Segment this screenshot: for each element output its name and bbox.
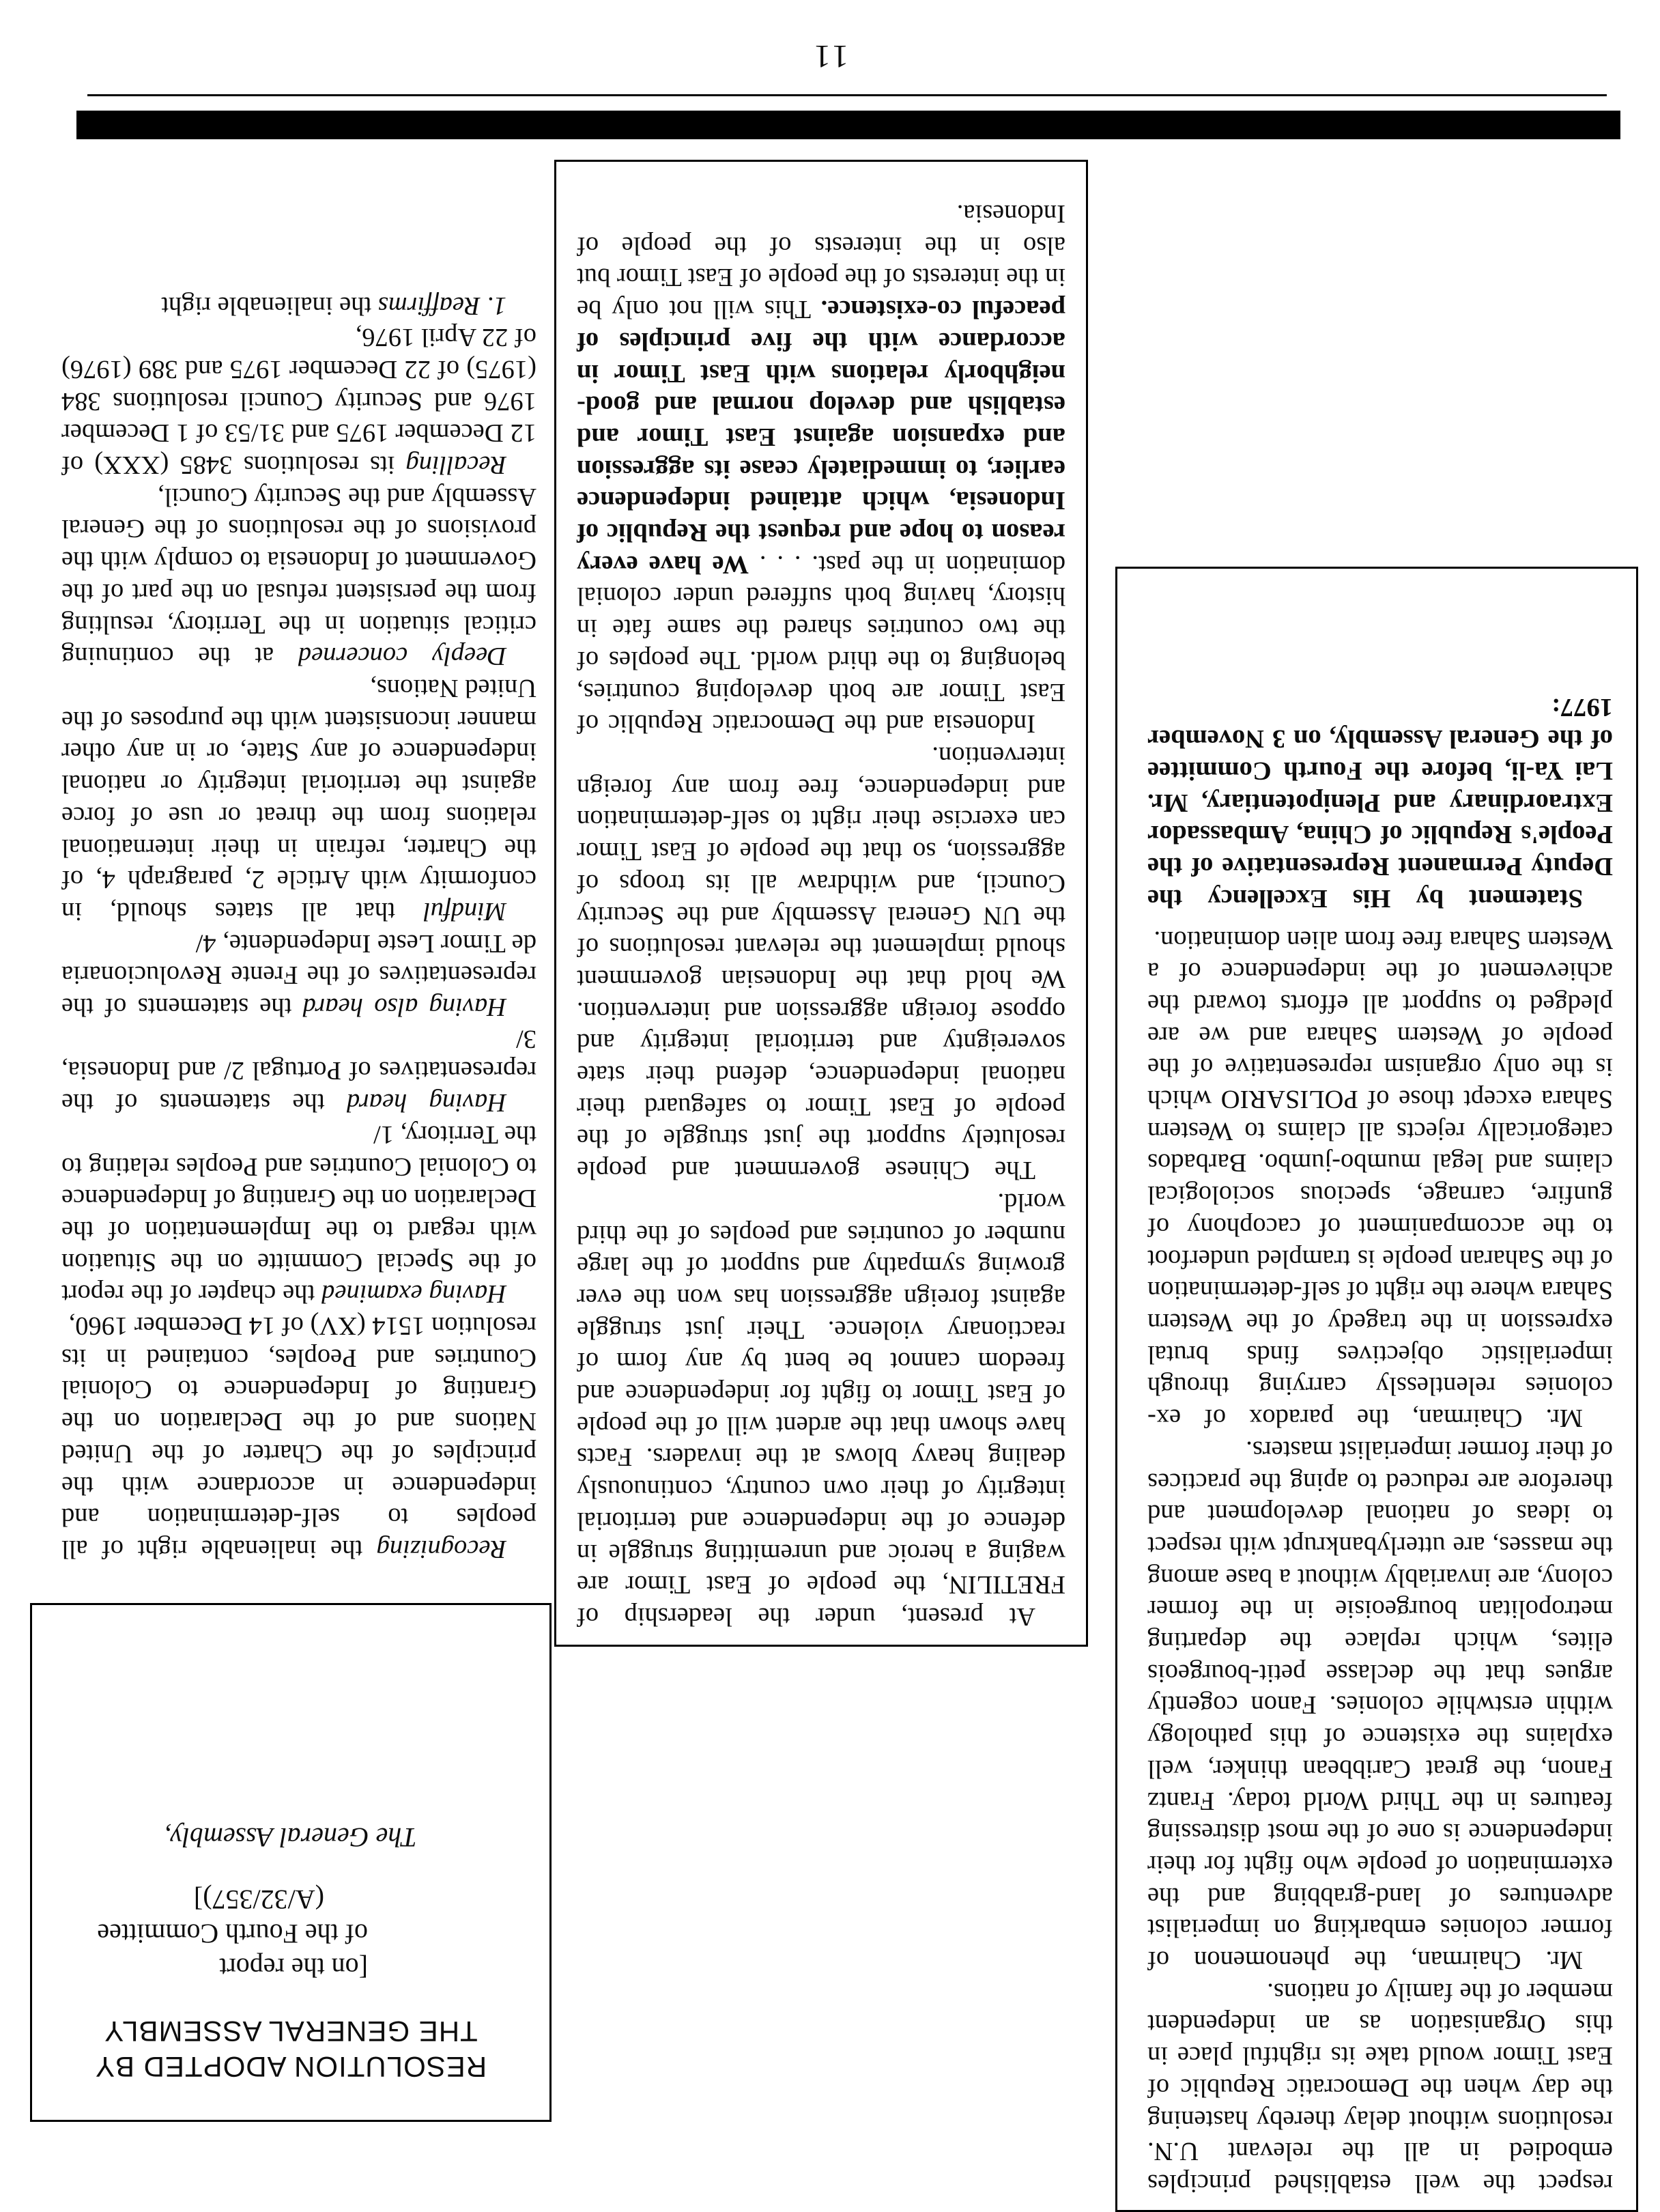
resolution-paragraph: [61, 1118, 536, 1309]
paragraph-text: This will not only be in the interests of the people of East Timor but also in the interests of the people of Indonesia.: [577, 199, 1065, 324]
resolution-paragraph: [61, 927, 536, 1023]
china-statement-heading: Statement by His Excellency the Deputy Permanent Representative of the People's Republic of China, Ambassador Extraordinary and Plenipotentiary, Mr. Lai Ya-li, before the Fourth Committee of the General Assembly, on 3 November 1977:: [1147, 692, 1613, 913]
resolution-preamble: [61, 289, 536, 1565]
report-line: of the Fourth Committee: [97, 1918, 368, 1949]
header-black-bar: [76, 111, 1620, 139]
lead-phrase: Recalling: [405, 451, 506, 480]
resolution-paragraph: [61, 481, 536, 672]
paragraph-text: the inalienable right: [161, 291, 378, 320]
lead-phrase: Having heard: [346, 1088, 506, 1118]
report-line: [on the report: [219, 1953, 368, 1983]
lead-phrase: Having also heard: [302, 993, 506, 1022]
lead-phrase: Deeply concerned: [298, 642, 506, 671]
resolution-paragraph: [61, 1309, 536, 1565]
resolution-paragraph: [61, 1023, 536, 1118]
lead-phrase: 1. Reaffirms: [377, 291, 506, 320]
resolution-heading: [59, 2013, 522, 2084]
general-assembly-label: The General Assembly,: [164, 1822, 417, 1853]
paragraph: Mr. Chairman, the phenomenon of former colonies embarking on imperialist adventures of land-grabbing and the extermination of people who fight for their independence is one of the most distressing features in the Third World today. Frantz Fanon, the great Caribbean thinker, well explains the existence of this pathology within erstwhile colonies. Fanon cogently argues that the declasse petit-bourgeois elites, which replace the departing metropolitan bourgeoisie in the former colony, are invariably without a base among the masses, are utterlybankrupt with respect to ideas of national development and therefore are reduced to aping the practices of their former imperialist masters.: [1147, 1435, 1613, 1975]
heading-line: RESOLUTION ADOPTED BY: [94, 2051, 487, 2083]
emphasized-text: We have every reason to hope and request the Republic of Indonesia, which attained independence earlier, to immediately cease its aggression and expansion against East Timor and establish and develop normal and good-neighborly relations with East Timor in accordance with the five principles of peaceful co-existence.: [577, 295, 1065, 579]
lead-phrase: Having examined: [321, 1279, 506, 1309]
page-number: 11: [811, 38, 849, 74]
paragraph-text: the chapter of the report of the Special Committe on the Situation with regard to the Implementation of the Declaration on the Granting of Independence to Colonial Countries and Peoples relating to the Territory, 1/: [61, 1120, 536, 1309]
paragraph: Mr. Chairman, the paradox of ex-colonies relentlessly carrying through imperialistic objectives finds brutal expression in the tragedy of the Western Sahara where the right of self-determination of the Saharan people is trampled underfoot to the accompaniment of cacophony of gunfire, carnage, specious sociological claims and legal mumbo-jumbo. Barbados categorically rejects all claims to Western Sahara except those of POLISARIO which is the only organism representative of the people of Western Sahara and we are pledged to support all efforts toward the achievement of the independence of a Western Sahara free from alien domination.: [1147, 925, 1613, 1433]
paragraph-text: at the continuing critical situation in the Territory, resulting from the persistent refusal on the part of the Government of Indonesia to comply with the provisions of the resolutions of the General Assembly and the Security Council,: [61, 482, 536, 671]
paragraph-text: Indonesia and the Democratic Republic of East Timor are both developing countries, belonging to the third world. The peoples of the two countries shared the same fate in history, having both suffered under colonial domination in the past. . . .: [577, 550, 1065, 739]
paragraph: The Chinese government and people resolutely support the just struggle of the people of East Timor to safeguard their national independence, defend their state sovereignty and territorial integrity and oppose foreign aggression and intervention. We hold that the Indonesian government should implement the relevant resolutions of the UN General Assembly and the Security Council, and withdraw all its troops of aggression, so that the people of East Timor can exercise their right to self-determination and independence, free from any foreign intervention.: [577, 741, 1065, 1185]
paragraph: respect the well established principles embodied in all the relevant U.N. resolutions without delay thereby hastening the day when the Democratic Republic of East Timor would take its rightful place in this Organisation as an independent member of the family of nations.: [1147, 1977, 1613, 2198]
resolution-paragraph: [61, 672, 536, 927]
paragraph-text: the statements of the representatives of the Frente Revolucionaria de Timor Leste Independente, 4/: [61, 928, 536, 1022]
paragraph: At present, under the leadership of FRETILIN, the people of East Timor are waging a heroic and unremitting struggle in defence of the independence and territorial integrity of their own country, continuously dealing heavy blows at the invaders. Facts have shown that the ardent will of the people of East Timor to fight for independence and freedom cannot be bent by any form of reactionary violence. Their just struggle against foreign aggression has won the ever growing sympathy and support of the large number of countries and peoples of the third world.: [577, 1187, 1065, 1631]
resolution-paragraph: [61, 289, 536, 322]
paragraph-text: the statements of the representatives of Portugal 2/ and Indonesia, 3/: [61, 1024, 536, 1118]
lead-phrase: Recognizing: [376, 1535, 506, 1563]
heading-line: THE GENERAL ASSEMBLY: [104, 2015, 478, 2047]
resolution-paragraph: [61, 322, 536, 481]
paragraph-text: the inalienable right of all peoples to self-determination and independence in accordance with the principles of the Charter of the United Nations and of the Declaration on the Granting of Independence to Colonial Countries and Peoples, contained in its resolution 1514 (XV) of 14 December 1960,: [61, 1311, 536, 1563]
resolution-title-box: [30, 1603, 552, 2122]
paragraph-text: that all states should, in conformity with Article 2, paragraph 4, of the Charter, refrain in their international relations from the threat or use of force against the territorial integrity or national independence of any State, or in any other manner inconsistent with the purposes of the United Nations,: [61, 674, 536, 926]
document-symbol: (A/32/357)]: [193, 1884, 324, 1915]
paragraph-text: its resolutions 3485 (XXX) of 12 December 1975 and 31/53 of 1 December 1976 and Security Council resolutions 384 (1975) of 22 December 1975 and 389 (1976) of 22 April 1976,: [61, 323, 536, 480]
report-reference: [59, 1882, 368, 1985]
column-china-statement: [554, 160, 1088, 1647]
paragraph: [577, 197, 1065, 739]
column-barbados-statement: [1115, 567, 1638, 2212]
header-rule: [87, 94, 1607, 96]
lead-phrase: Mindful: [423, 896, 506, 926]
